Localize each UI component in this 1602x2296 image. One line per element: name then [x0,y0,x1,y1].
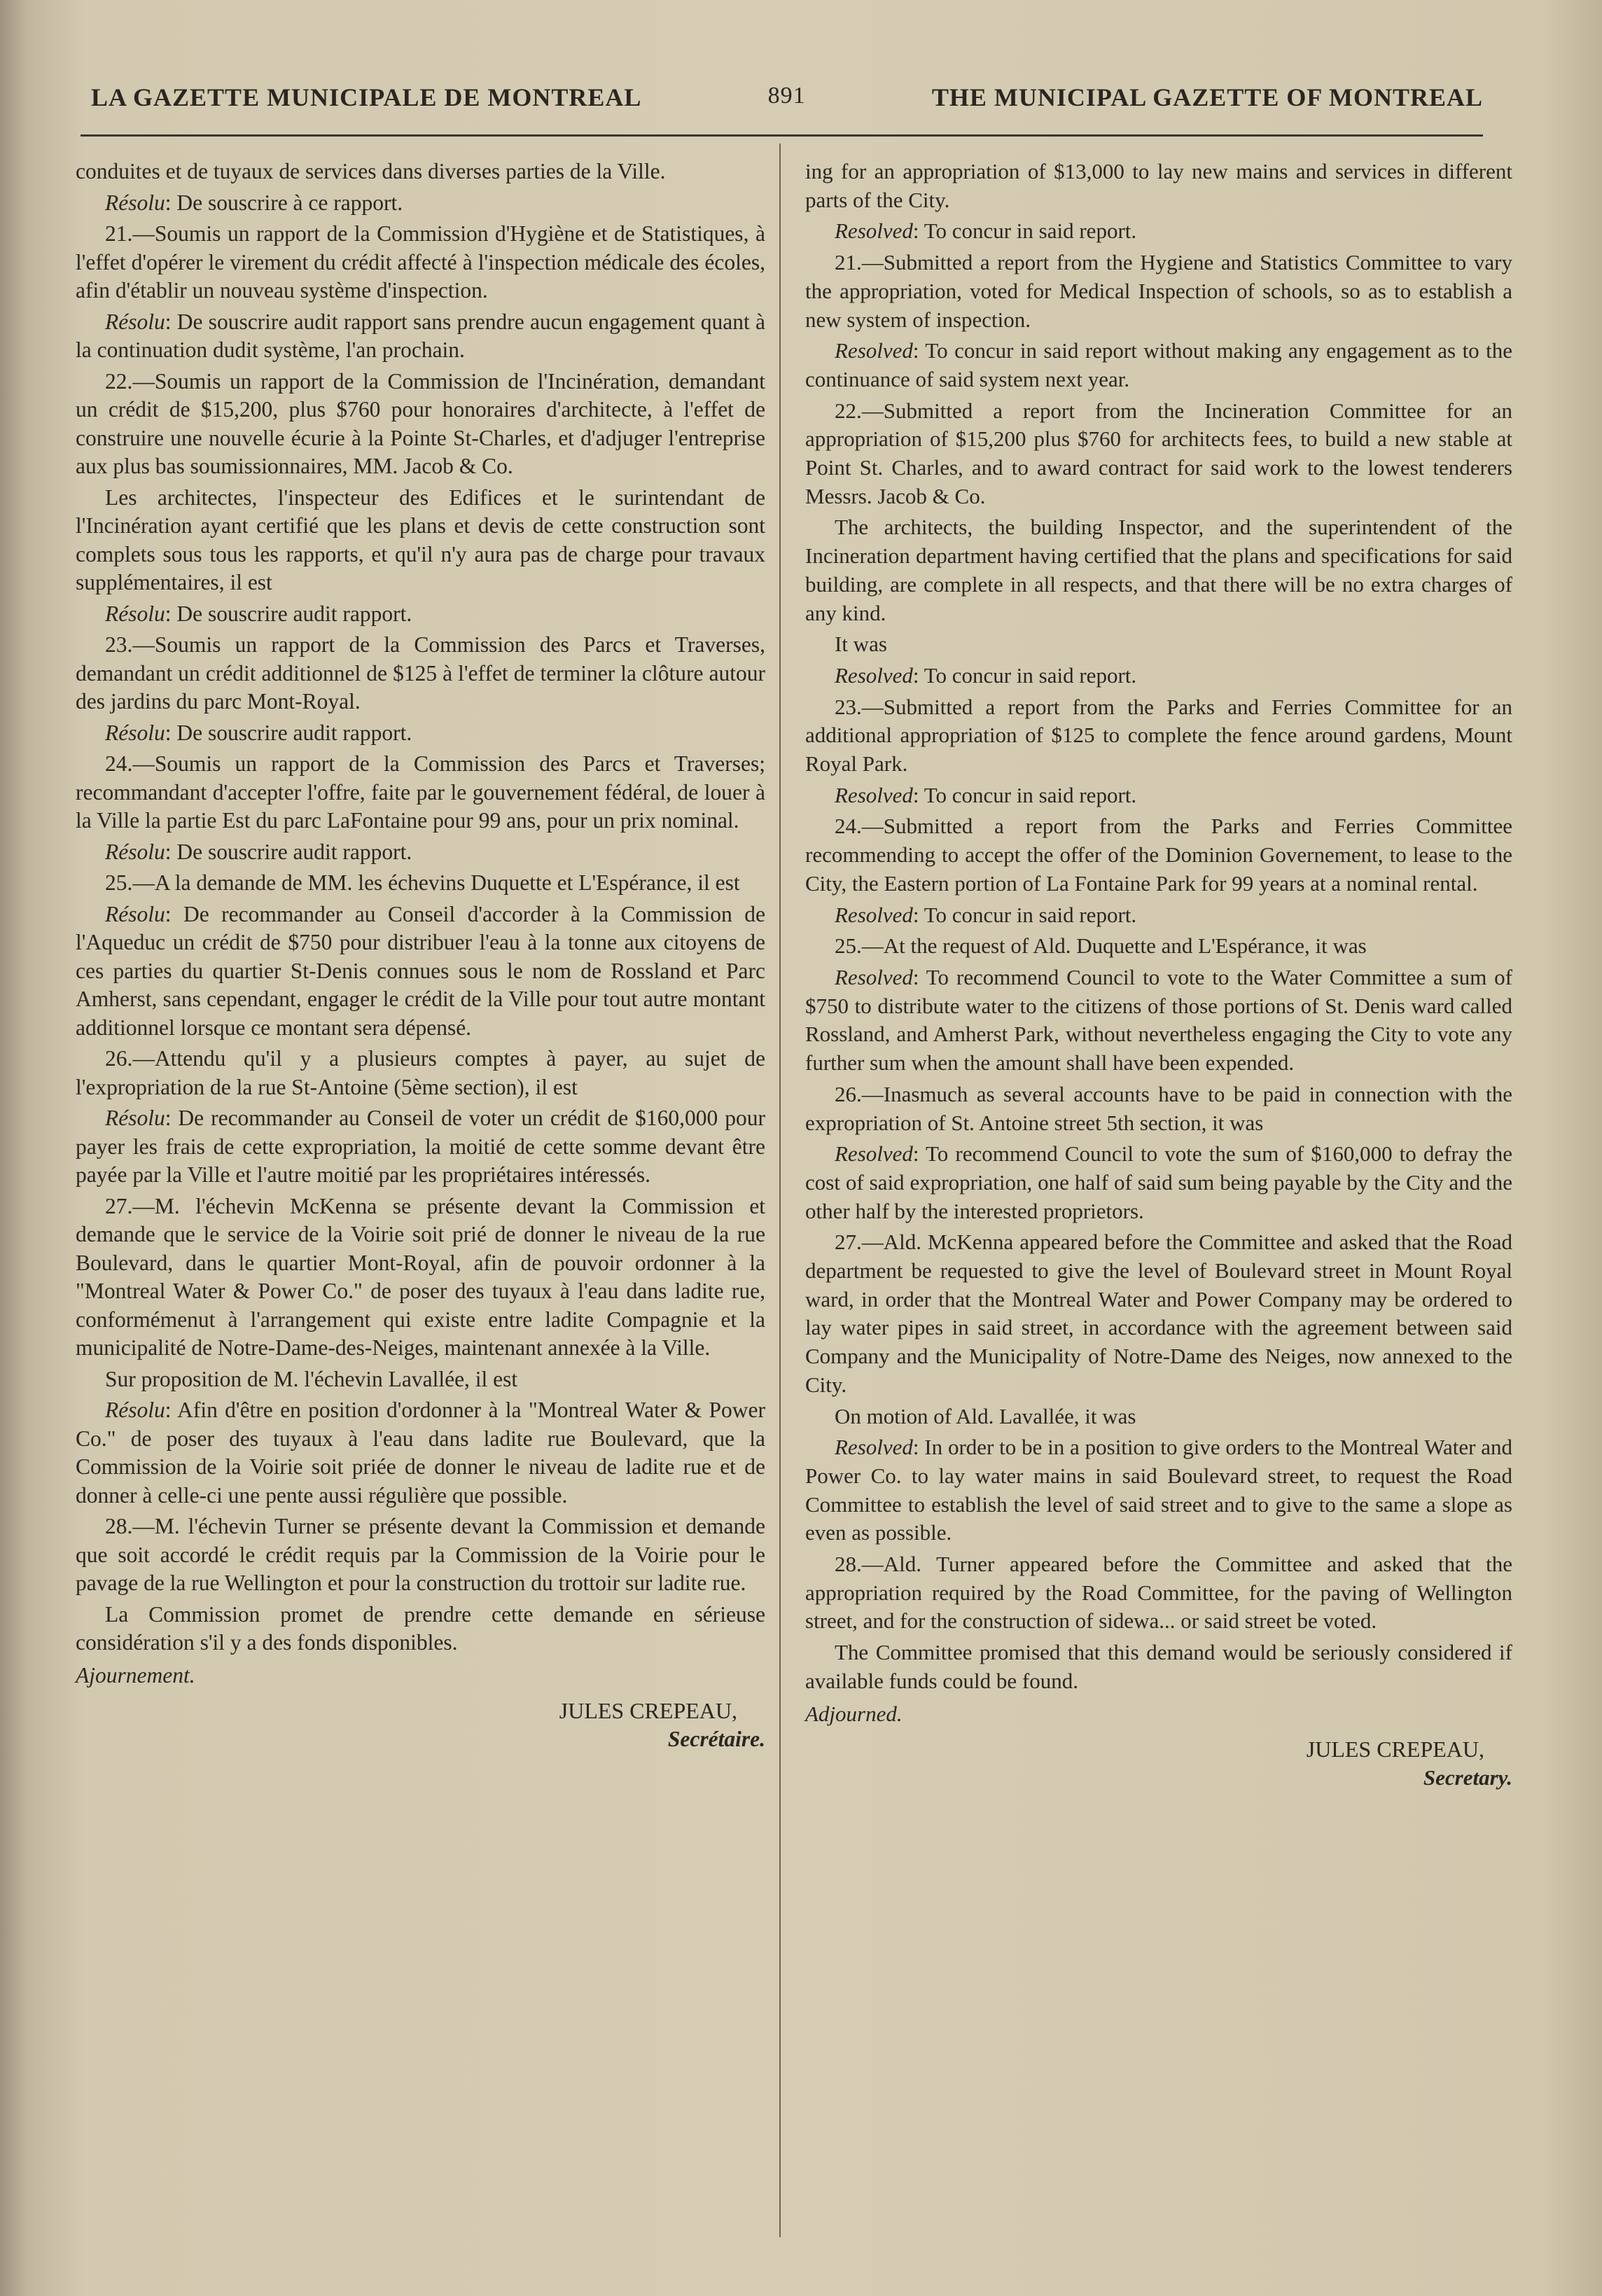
paragraph-text: 27.—M. l'échevin McKenna se présente devant la Commission et demande que le service de la Voirie soit prié de donner le niveau de la rue Boulevard, dans le quartier Mont-Royal, afin de pouvoir ordonner à la "Montreal Water & Power Co." de poser des tuyaux à l'eau dans ladite rue, conformémenut à l'arrangement qui existe entre ladite Compagnie et la municipalité de Notre-Dame-des-Neiges, maintenant annexée à la Ville. [76,1193,765,1360]
paragraph [76,1512,765,1598]
paragraph-text: Les architectes, l'inspecteur des Edifices et le surintendant de l'Incinération ayant certifié que les plans et devis de cette construction sont complets sous tous les rapports, et qu'il n'y aura pas de charge pour travaux supplémentaires, il est [76,485,765,594]
paragraph [76,869,765,898]
paragraph [76,838,765,867]
paragraph-text: The Committee promised that this demand would be seriously considered if available funds could be found. [805,1640,1512,1693]
paragraph [805,812,1512,898]
paragraph-text: The architects, the building Inspector, and the superintendent of the Incineration department having certified that the plans and specifications for said building, are complete in all respects, and that there will be no extra charges of any kind. [805,515,1512,625]
adjourned-note: Ajournement. [76,1662,195,1688]
paragraph-text: : To concur in said report. [912,782,1137,807]
resolution-label: Résolu [105,839,165,864]
paragraph-text: On motion of Ald. Lavallée, it was [835,1403,1136,1428]
paragraph [76,1192,765,1363]
paragraph-text: : De souscrire audit rapport. [165,720,412,745]
paragraph [805,249,1512,334]
paragraph-text: La Commission promet de prendre cette demande en sérieuse considération s'il y a des fonds disponibles. [76,1601,765,1655]
header-left-title: LA GAZETTE MUNICIPALE DE MONTREAL [91,83,642,111]
paragraph-text: 26.—Inasmuch as several accounts have to be paid in connection with the expropriation of St. Antoine street 5th section, it was [805,1081,1512,1135]
paragraph [76,189,765,218]
paragraph [805,337,1512,394]
paragraph [76,750,765,835]
signature-block [805,1735,1512,1792]
paragraph-text: : De souscrire audit rapport sans prendre aucun engagement quant à la continuation dudit système, l'an prochain. [76,309,765,362]
paragraph-text: Sur proposition de M. l'échevin Lavallée, il est [105,1366,518,1391]
paragraph-text: 28.—M. l'échevin Turner se présente devant la Commission et demande que soit accordé le crédit requis par la Commission de la Voirie pour le pavage de la rue Wellington et pour la construction du trottoir sur ladite rue. [76,1514,765,1595]
paragraph-text: It was [835,632,887,657]
paragraph [76,1365,765,1394]
paragraph-text: : To concur in said report without making any engagement as to the continuance of said system next year. [805,338,1512,391]
resolution-label: Résolu [105,1106,165,1130]
paragraph-text: : Afin d'être en position d'ordonner à la "Montreal Water & Power Co." de poser des tuyaux à l'eau dans ladite rue Boulevard, que la Commission de la Voirie soit priée de donner le niveau de ladite rue et de donner à celle-ci une pente aussi régulière que possible. [76,1398,765,1508]
signatory-title: Secrétaire. [667,1726,765,1751]
paragraph-text: : To recommend Council to vote the sum of $160,000 to defray the cost of said expropriation, one half of said sum being payable by the City and the other half by the interested proprietors. [805,1141,1512,1223]
paragraph [76,484,765,597]
paragraph-text: : De recommander au Conseil de voter un crédit de $160,000 pour payer les frais de cette expropriation, la moitié de cette somme devant être payée par la Ville et l'autre moitié par les propriétaires intéressés. [76,1106,765,1187]
paragraph-text: : To concur in said report. [912,662,1137,688]
paragraph-text: : To concur in said report. [912,902,1137,927]
signatory-name: JULES CREPEAU, [1306,1737,1484,1762]
paragraph [805,397,1512,511]
resolution-label: Resolved [835,1435,913,1460]
paragraph [76,1045,765,1101]
resolution-label: Resolved [835,964,913,989]
header-rule [81,134,1483,137]
paragraph [805,1433,1512,1547]
resolution-label: Résolu [105,309,165,334]
french-column [76,158,765,1753]
paragraph-text: 21.—Submitted a report from the Hygiene and Statistics Committee to vary the appropriation, voted for Medical Inspection of schools, so as to establish a new system of inspection. [805,250,1512,332]
paragraph [76,368,765,481]
paragraph [76,1396,765,1510]
paragraph [805,1550,1512,1636]
paragraph-text: : To recommend Council to vote to the Water Committee a sum of $750 to distribute water to the citizens of those portions of St. Denis ward called Rossland, and Amherst Park, without nevertheless engaging the City to vote any further sum when the amount shall have been expended. [805,964,1512,1076]
paragraph-text: : De recommander au Conseil d'accorder à la Commission de l'Aqueduc un crédit de $750 pour distribuer l'eau à la tonne aux citoyens de ces parties du quartier St-Denis connues sous le nom de Rossland et Parc Amherst, sans cependant, engager le crédit de la Ville pour tout autre montant additionnel lorsque ce montant sera dépensé. [76,901,765,1040]
paragraph [76,600,765,629]
paragraph [805,1638,1512,1695]
paragraph-text: 25.—At the request of Ald. Duquette and L'Espérance, it was [835,933,1367,959]
paragraph [805,513,1512,627]
paragraph [805,662,1512,690]
paragraph-text: : De souscrire audit rapport. [165,601,412,626]
paragraph [805,1140,1512,1225]
paragraph-text: : In order to be in a position to give orders to the Montreal Water and Power Co. to lay water mains in said Boulevard street, to request the Road Committee to establish the level of said street and to give to the same a slope as even as possible. [805,1435,1512,1545]
paragraph [76,719,765,748]
paragraph [76,308,765,365]
header-right-title: THE MUNICIPAL GAZETTE OF MONTREAL [931,83,1483,111]
resolution-label: Résolu [105,1398,165,1422]
resolution-label: Resolved [835,1141,913,1167]
resolution-label: Résolu [105,901,165,926]
paragraph [76,158,765,186]
column-divider [779,144,781,2237]
paragraph [805,1080,1512,1137]
paragraph [805,1228,1512,1399]
paragraph [805,781,1512,810]
paragraph-text: 24.—Submitted a report from the Parks and Ferries Committee recommending to accept the offer of the Dominion Governement, to lease to the City, the Eastern portion of La Fontaine Park for 99 years at a nominal rental. [805,814,1512,896]
paragraph [76,1104,765,1190]
paragraph [805,963,1512,1078]
paragraph-text: 22.—Submitted a report from the Incineration Committee for an appropriation of $15,200 plus $760 for architects fees, to build a new stable at Point St. Charles, and to award contract for said work to the lowest tenderers Messrs. Jacob & Co. [805,398,1512,508]
english-column [805,158,1512,1793]
resolution-label: Résolu [105,720,165,745]
paragraph-text: ing for an appropriation of $13,000 to lay new mains and services in different parts of the City. [805,159,1512,212]
paragraph [76,220,765,305]
signatory-title: Secretary. [1423,1765,1512,1790]
paragraph-text: 28.—Ald. Turner appeared before the Committee and asked that the appropriation required by the Road Committee, for the paving of Wellington street, and for the construction of sidewa... or said street be voted. [805,1552,1512,1634]
paragraph-text: 27.—Ald. McKenna appeared before the Committee and asked that the Road department be requested to give the level of Boulevard street in Mount Royal ward, in order that the Montreal Water and Power Company may be ordered to lay water pipes in said street, in accordance with the agreement between said Company and the Municipality of Notre-Dame des Neiges, now annexed to the City. [805,1230,1512,1397]
paragraph-text: : De souscrire audit rapport. [165,839,412,864]
paragraph [805,693,1512,779]
signatory-name: JULES CREPEAU, [559,1698,737,1723]
page-number: 891 [767,83,806,109]
paragraph-text: conduites et de tuyaux de services dans diverses parties de la Ville. [76,159,666,183]
adjourned-note: Adjourned. [805,1701,903,1726]
signature-block [76,1697,765,1753]
paragraph [805,901,1512,930]
resolution-label: Resolved [835,338,913,363]
resolution-label: Resolved [835,662,913,688]
paragraph [805,158,1512,214]
paragraph [76,900,765,1043]
paragraph-text: 23.—Soumis un rapport de la Commission des Parcs et Traverses, demandant un crédit additionnel de $125 à l'effet de terminer la clôture autour des jardins du parc Mont-Royal. [76,632,765,714]
paragraph-text: 21.—Soumis un rapport de la Commission d'Hygiène et de Statistiques, à l'effet d'opérer le virement du crédit affecté à l'inspection médicale des écoles, afin d'établir un nouveau système d'inspection. [76,221,765,302]
paragraph [76,1601,765,1657]
paragraph-text: 24.—Soumis un rapport de la Commission des Parcs et Traverses; recommandant d'accepter l'offre, faite par le gouvernement fédéral, de louer à la Ville la partie Est du parc LaFontaine pour 99 ans, pour un prix nominal. [76,751,765,833]
paragraph-text: 23.—Submitted a report from the Parks and Ferries Committee for an additional appropriation of $125 to complete the fence around gardens, Mount Royal Park. [805,694,1512,777]
paragraph [805,217,1512,246]
paragraph [805,630,1512,659]
resolution-label: Resolved [835,218,913,244]
resolution-label: Résolu [105,190,165,215]
paragraph-text: : De souscrire à ce rapport. [165,190,403,215]
paragraph [76,631,765,716]
resolution-label: Resolved [835,902,913,927]
paragraph [805,932,1512,961]
paragraph-text: 25.—A la demande de MM. les échevins Duquette et L'Espérance, il est [105,870,740,895]
paragraph-text: 26.—Attendu qu'il y a plusieurs comptes à payer, au sujet de l'expropriation de la rue St-Antoine (5ème section), il est [76,1046,765,1099]
paragraph [805,1403,1512,1431]
resolution-label: Résolu [105,601,165,626]
paragraph-text: 22.—Soumis un rapport de la Commission de l'Incinération, demandant un crédit de $15,200, plus $760 pour honoraires d'architecte, à l'effet de construire une nouvelle écurie à la Pointe St-Charles, et d'adjuger l'entreprise aux plus bas soumissionnaires, MM. Jacob & Co. [76,368,765,478]
paragraph-text: : To concur in said report. [912,218,1137,244]
resolution-label: Resolved [835,782,913,807]
